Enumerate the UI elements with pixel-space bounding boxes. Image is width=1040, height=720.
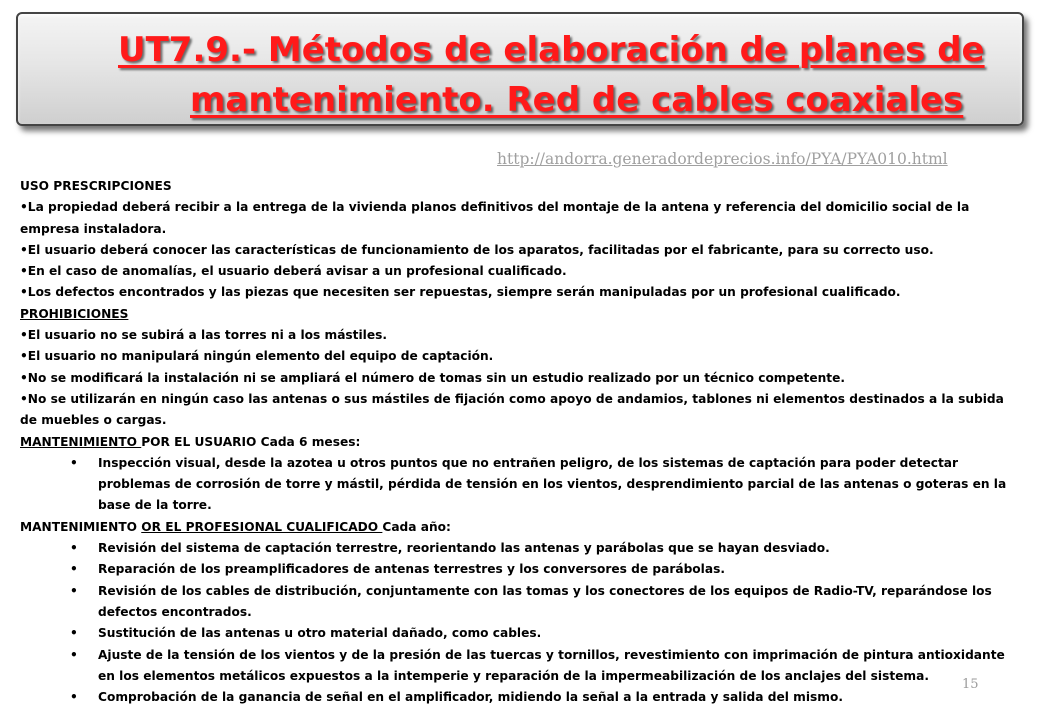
title-banner [16, 12, 1024, 126]
mant-profesional-item: • Revisión de los cables de distribución, conjuntamente con las tomas y los conectores de los equipos de Radio-TV, reparándose los defectos encontrados. [20, 581, 1025, 624]
mant-usuario-heading-rest: POR EL USUARIO Cada 6 meses: [141, 434, 361, 449]
mant-profesional-item: • Revisión del sistema de captación terrestre, reorientando las antenas y parábolas que se hayan desviado. [20, 538, 1025, 559]
prohibiciones-item: • El usuario no manipulará ningún elemento del equipo de captación. [20, 346, 1025, 367]
mant-usuario-item: • Inspección visual, desde la azotea u otros puntos que no entrañen peligro, de los sistemas de captación para poder detectar problemas de corrosión de torre y mástil, pérdida de tensión en los vientos, desprendimiento parcial de las antenas o goteras en la base de la torre. [20, 453, 1025, 517]
prohibiciones-heading: PROHIBICIONES [20, 306, 129, 321]
uso-item: • En el caso de anomalías, el usuario deberá avisar a un profesional cualificado. [20, 261, 1025, 282]
uso-item: • Los defectos encontrados y las piezas que necesiten ser repuestas, siempre serán manipuladas por un profesional cualificado. [20, 282, 1025, 303]
prohibiciones-item: • No se utilizarán en ningún caso las antenas o sus mástiles de fijación como apoyo de andamios, tablones ni elementos destinados a la subida de muebles o cargas. [20, 389, 1025, 432]
mant-profesional-heading-a: MANTENIMIENTO [20, 519, 142, 534]
mant-profesional-item: • Reparación de los preamplificadores de antenas terrestres y los conversores de parábolas. [20, 559, 1025, 580]
reference-link[interactable]: http://andorra.generadordeprecios.info/PYA/PYA010.html [497, 150, 948, 168]
mant-profesional-item: • Comprobación de la ganancia de señal en el amplificador, midiendo la señal a la entrada y salida del mismo. [20, 687, 1025, 708]
mant-profesional-heading-b: Cada año: [382, 519, 451, 534]
page-number: 15 [962, 677, 979, 692]
uso-item: • El usuario deberá conocer las características de funcionamiento de los aparatos, facilitadas por el fabricante, para su correcto uso. [20, 240, 1025, 261]
prohibiciones-item: • El usuario no se subirá a las torres ni a los mástiles. [20, 325, 1025, 346]
mant-usuario-heading-ul: MANTENIMIENTO [20, 434, 142, 449]
mant-profesional-heading-ul: OR EL PROFESIONAL CUALIFICADO [141, 519, 383, 534]
title-line-1: UT7.9.- Métodos de elaboración de planes de [118, 30, 985, 70]
prohibiciones-item: • No se modificará la instalación ni se ampliará el número de tomas sin un estudio realizado por un técnico competente. [20, 368, 1025, 389]
document-body [20, 176, 1025, 708]
mant-profesional-item: • Ajuste de la tensión de los vientos y de la presión de las tuercas y tornillos, revestimiento con imprimación de pintura antioxidante en los elementos metálicos expuestos a la intemperie y reparación de la impermeabilización de los anclajes del sistema. [20, 645, 1025, 688]
uso-heading: USO PRESCRIPCIONES [20, 179, 172, 193]
mant-profesional-item: • Sustitución de las antenas u otro material dañado, como cables. [20, 623, 1025, 644]
title-line-2: mantenimiento. Red de cables coaxiales [190, 80, 964, 120]
mant-usuario-heading [20, 432, 1025, 453]
uso-item: • La propiedad deberá recibir a la entrega de la vivienda planos definitivos del montaje de la antena y referencia del domicilio social de la empresa instaladora. [20, 197, 1025, 240]
mant-profesional-heading [20, 517, 1025, 538]
